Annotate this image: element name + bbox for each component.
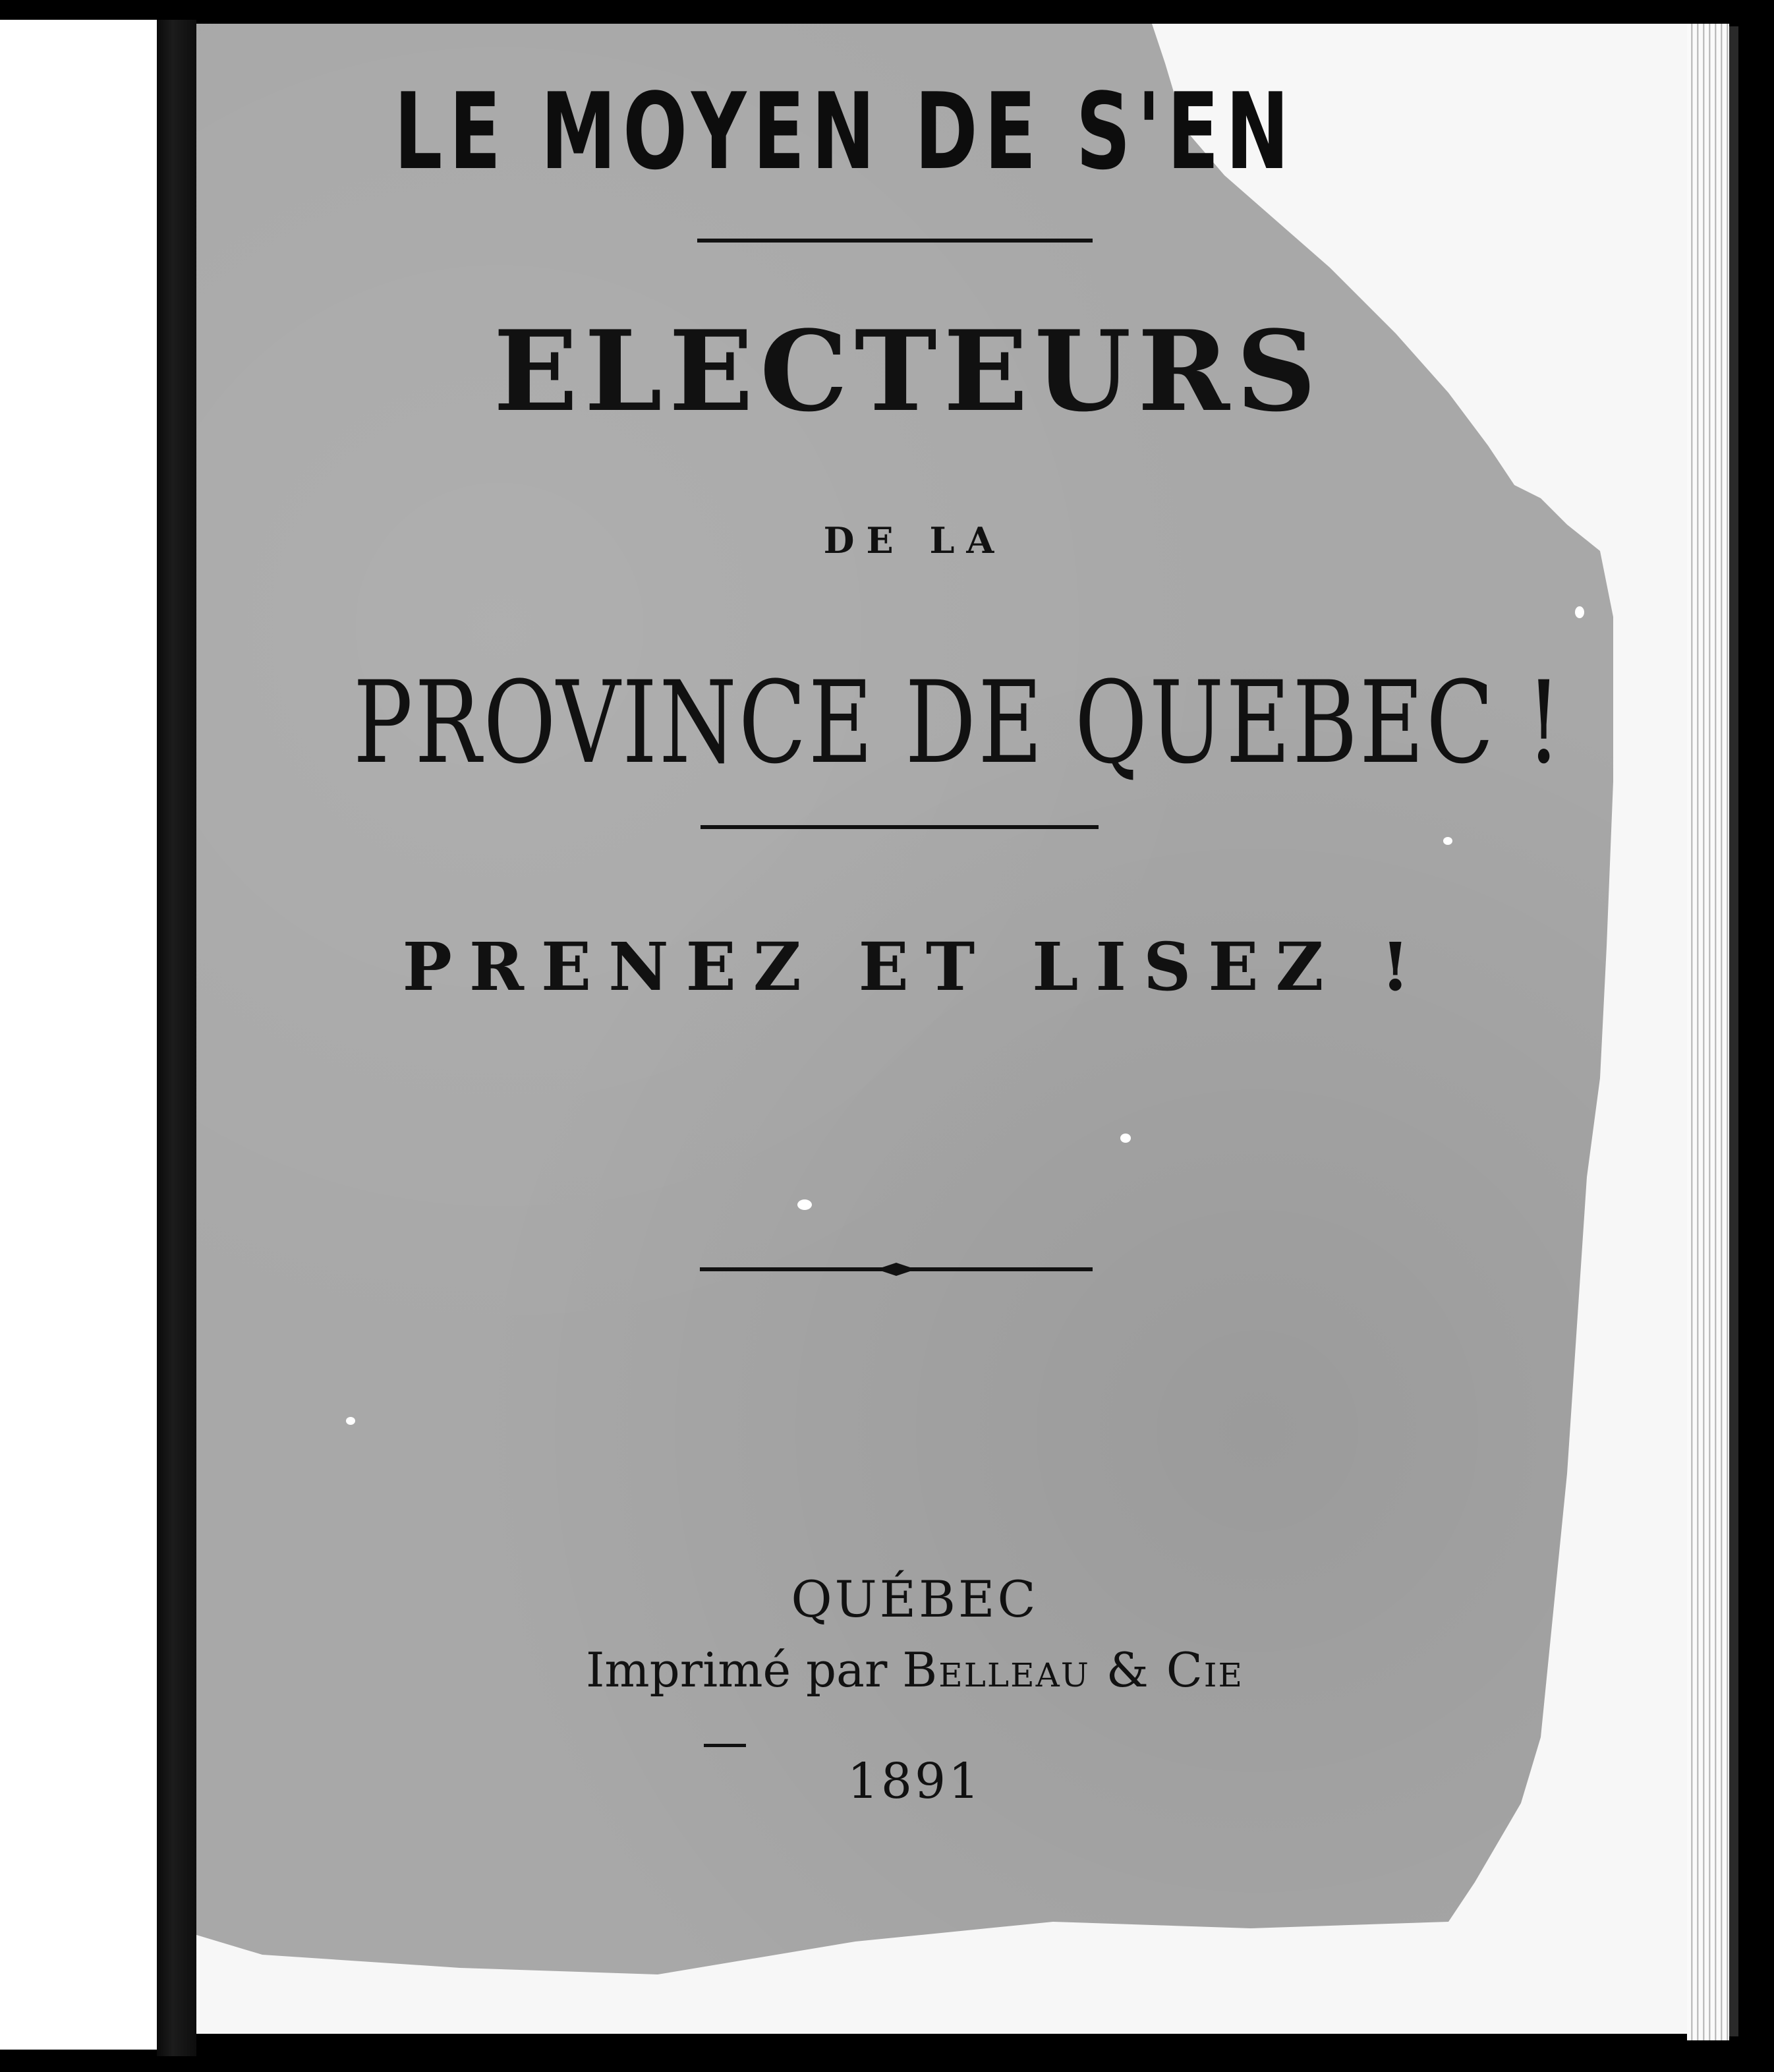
page-edge-shadow: [1729, 26, 1738, 2036]
cover-content: [196, 24, 1564, 2034]
book-spine: [157, 20, 196, 2056]
divider-rule: [701, 825, 1099, 829]
paper-speck: [346, 1417, 355, 1425]
paper-speck: [797, 1199, 812, 1210]
page-edges: [1687, 24, 1729, 2040]
paper-speck: [1443, 837, 1452, 845]
call-to-action: PRENEZ ET LISEZ !: [402, 928, 1427, 1006]
ornamental-divider: [700, 1260, 1093, 1279]
blank-left-page: [0, 20, 157, 2050]
paper-speck: [1575, 606, 1584, 618]
imprint-year: 1891: [847, 1753, 983, 1810]
imprint-printer: Belleau & Cie: [902, 1642, 1244, 1698]
heading-title: ELECTEURS: [493, 306, 1323, 436]
province-title: PROVINCE DE QUEBEC !: [353, 656, 1564, 789]
short-rule: [704, 1744, 746, 1747]
imprint-line: [196, 1642, 1633, 1698]
top-title: LE MOYEN DE S'EN: [394, 70, 1296, 193]
imprint-prefix: Imprimé par: [585, 1642, 888, 1698]
divider-rule: [697, 239, 1093, 243]
paper-speck: [1120, 1134, 1131, 1143]
imprint-city: QUÉBEC: [791, 1570, 1039, 1628]
heading-connector: DE LA: [823, 519, 1006, 561]
